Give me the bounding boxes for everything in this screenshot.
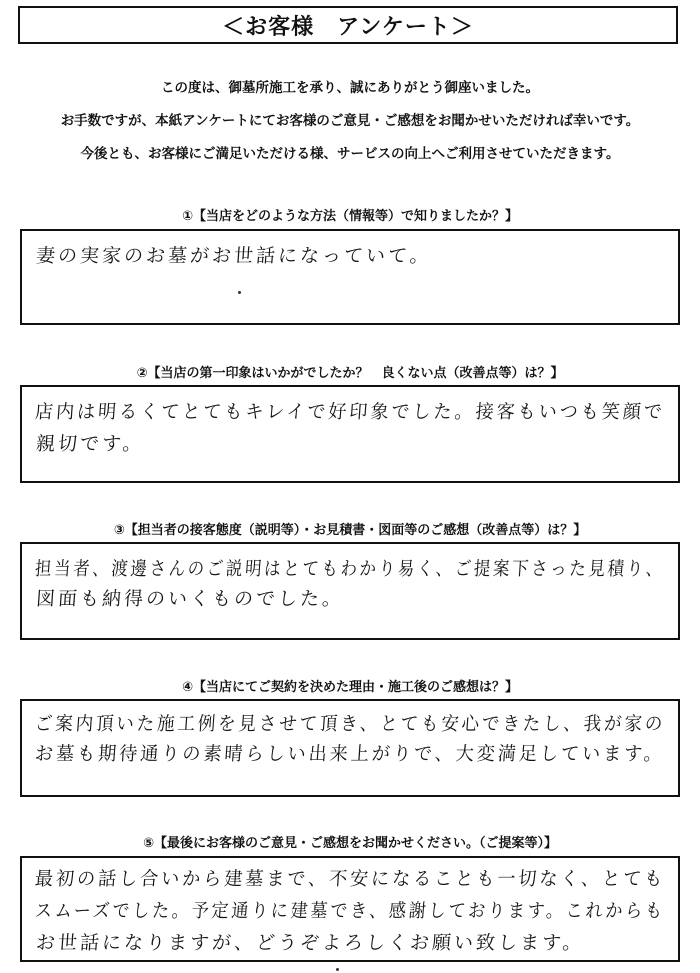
answer-2-line-1: 店内は明るくてとてもキレイで好印象でした。接客もいつも笑顔で: [34, 401, 666, 423]
answer-4-line-1: ご案内頂いた施工例を見させて頂き、とても安心できたし、我が家の: [34, 713, 666, 735]
question-1-label: ①【当店をどのような方法（情報等）で知りましたか？】: [181, 209, 518, 224]
answer-3-line-2: 図面も納得のいくものでした。: [35, 588, 345, 610]
answer-5-line-3: お世話になりますが、どうぞよろしくお願い致します。: [35, 932, 586, 954]
scan-speck: [238, 291, 241, 294]
answer-box-5: [20, 856, 680, 962]
intro-line-3: 今後とも、お客様にご満足いただける様、サービスの向上へご利用させていただきます。: [80, 146, 620, 162]
answer-box-4: [20, 699, 680, 797]
intro-line-2: お手数ですが、本紙アンケートにてお客様のご意見・ご感想をお聞かせいただければ幸いです。: [60, 113, 640, 129]
answer-2-line-2: 親切です。: [35, 433, 146, 455]
question-5-label: ⑤【最後にお客様のご意見・ご感想をお聞かせください。（ご提案等）】: [142, 836, 557, 851]
answer-5-line-1: 最初の話し合いから建墓まで、不安になることも一切なく、とても: [34, 868, 666, 890]
answer-3-line-1: 担当者、渡邊さんのご説明はとてもわかり易く、ご提案下さった見積り、: [34, 558, 666, 580]
question-2-label: ②【当店の第一印象はいかがでしたか？ 良くない点（改善点等）は？】: [136, 366, 564, 381]
answer-box-2: [20, 385, 680, 483]
survey-title: ＜お客様 アンケート＞: [18, 6, 678, 44]
scan-speck: [336, 968, 339, 971]
question-3-label: ③【担当者の接客態度（説明等）・お見積書・図面等のご感想（改善点等）は？】: [113, 523, 587, 538]
question-4-label: ④【当店にてご契約を決めた理由・施工後のご感想は？】: [181, 680, 518, 695]
answer-4-line-2: お墓も期待通りの素晴らしい出来上がりで、大変満足しています。: [34, 743, 666, 765]
answer-5-line-2: スムーズでした。予定通りに建墓でき、感謝しております。これからも: [34, 900, 666, 922]
answer-box-3: [20, 542, 680, 640]
answer-1-line-1: 妻の実家のお墓がお世話になっていて。: [35, 245, 433, 267]
answer-box-1: [20, 229, 680, 325]
intro-line-1: この度は、御墓所施工を承り、誠にありがとう御座いました。: [161, 80, 539, 96]
